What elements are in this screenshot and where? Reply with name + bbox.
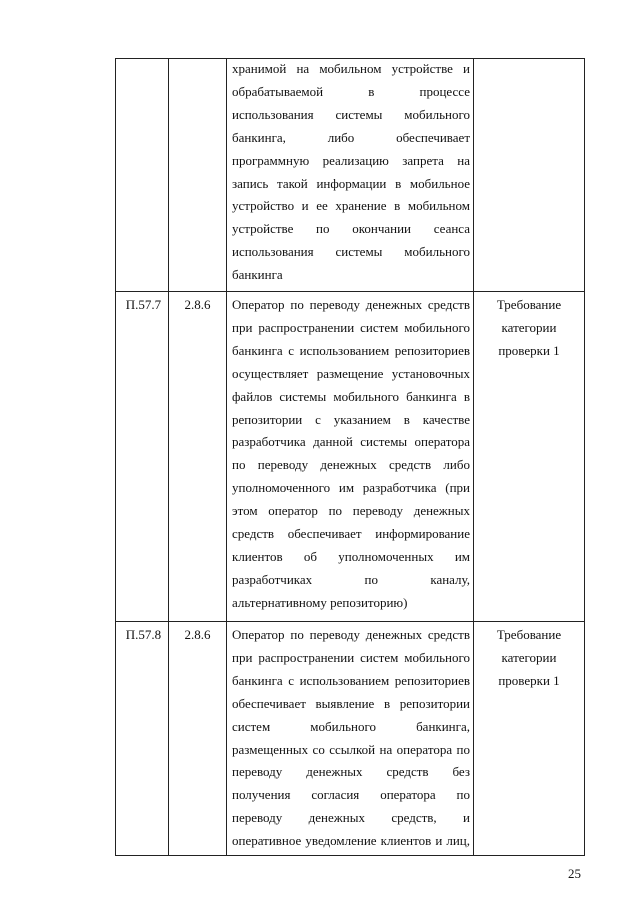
row-separator-2 [115, 621, 585, 622]
text-line: оперативное уведомление клиентов и лиц, [232, 833, 470, 849]
text-line: переводу денежных средств без [232, 764, 470, 780]
table-divider-2 [226, 58, 227, 856]
text-line: размещенных со ссылкой на оператора по [232, 741, 470, 757]
table-row-0-text [232, 58, 470, 287]
text-line: альтернативному репозиторию) [232, 594, 408, 610]
requirement-line: Требование [496, 297, 562, 312]
text-line: этом оператор по переводу денежных [232, 503, 470, 519]
requirement-line: проверки 1 [498, 672, 560, 688]
text-line: устройство и ее хранение в мобильном [232, 198, 470, 214]
text-line: банкинга с использованием репозиториев [232, 342, 470, 358]
page-number: 25 [568, 866, 581, 881]
table-row-2-id: П.57.8 [125, 627, 162, 642]
text-line: разработчиках по каналу, [232, 571, 470, 587]
text-line: банкинга [232, 267, 283, 283]
text-line: использования системы мобильного [232, 106, 470, 122]
text-line: Оператор по переводу денежных средств [232, 297, 470, 312]
text-line: репозитории с указанием в качестве [232, 411, 470, 427]
table-border-right [584, 58, 585, 856]
requirement-line: Требование [496, 627, 562, 642]
table-row-1-id: П.57.7 [125, 297, 162, 312]
table-row-2-text [232, 624, 470, 853]
text-line: устройстве по окончании сеанса [232, 221, 470, 237]
text-line: Оператор по переводу денежных средств [232, 627, 470, 642]
text-line: программную реализацию запрета на [232, 152, 470, 168]
text-line: файлов системы мобильного банкинга в [232, 388, 470, 404]
text-line: хранимой на мобильном устройстве и [232, 61, 470, 76]
requirement-line: категории [501, 649, 557, 665]
table-divider-3 [473, 58, 474, 856]
table-divider-1 [168, 58, 169, 856]
text-line: обрабатываемой в процессе [232, 83, 470, 99]
table-row-1-text [232, 294, 470, 615]
text-line: использования системы мобильного [232, 244, 470, 260]
text-line: уполномоченного им разработчика (при [232, 480, 470, 496]
table-row-1-requirement [478, 294, 580, 363]
table-row-1-section: 2.8.6 [184, 297, 211, 312]
text-line: по переводу денежных средств либо [232, 457, 470, 473]
text-line: переводу денежных средств, и [232, 810, 470, 826]
text-line: при распространении систем мобильного [232, 649, 470, 665]
text-line: клиентов об уполномоченных им [232, 548, 470, 564]
table-border-left [115, 58, 116, 856]
text-line: обеспечивает выявление в репозитории [232, 695, 470, 711]
table-row-2-section: 2.8.6 [184, 627, 211, 642]
requirement-line: категории [501, 319, 557, 335]
text-line: при распространении систем мобильного [232, 319, 470, 335]
table-row-2-requirement [478, 624, 580, 693]
row-separator-1 [115, 291, 585, 292]
text-line: получения согласия оператора по [232, 787, 470, 803]
text-line: разработчика данной системы оператора [232, 434, 470, 450]
text-line: средств обеспечивает информирование [232, 526, 470, 542]
text-line: банкинга с использованием репозиториев [232, 672, 470, 688]
text-line: систем мобильного банкинга, [232, 718, 470, 734]
table-border-bottom [115, 855, 585, 856]
text-line: запись такой информации в мобильное [232, 175, 470, 191]
text-line: банкинга, либо обеспечивает [232, 129, 470, 145]
text-line: осуществляет размещение установочных [232, 365, 470, 381]
requirement-line: проверки 1 [498, 342, 560, 358]
